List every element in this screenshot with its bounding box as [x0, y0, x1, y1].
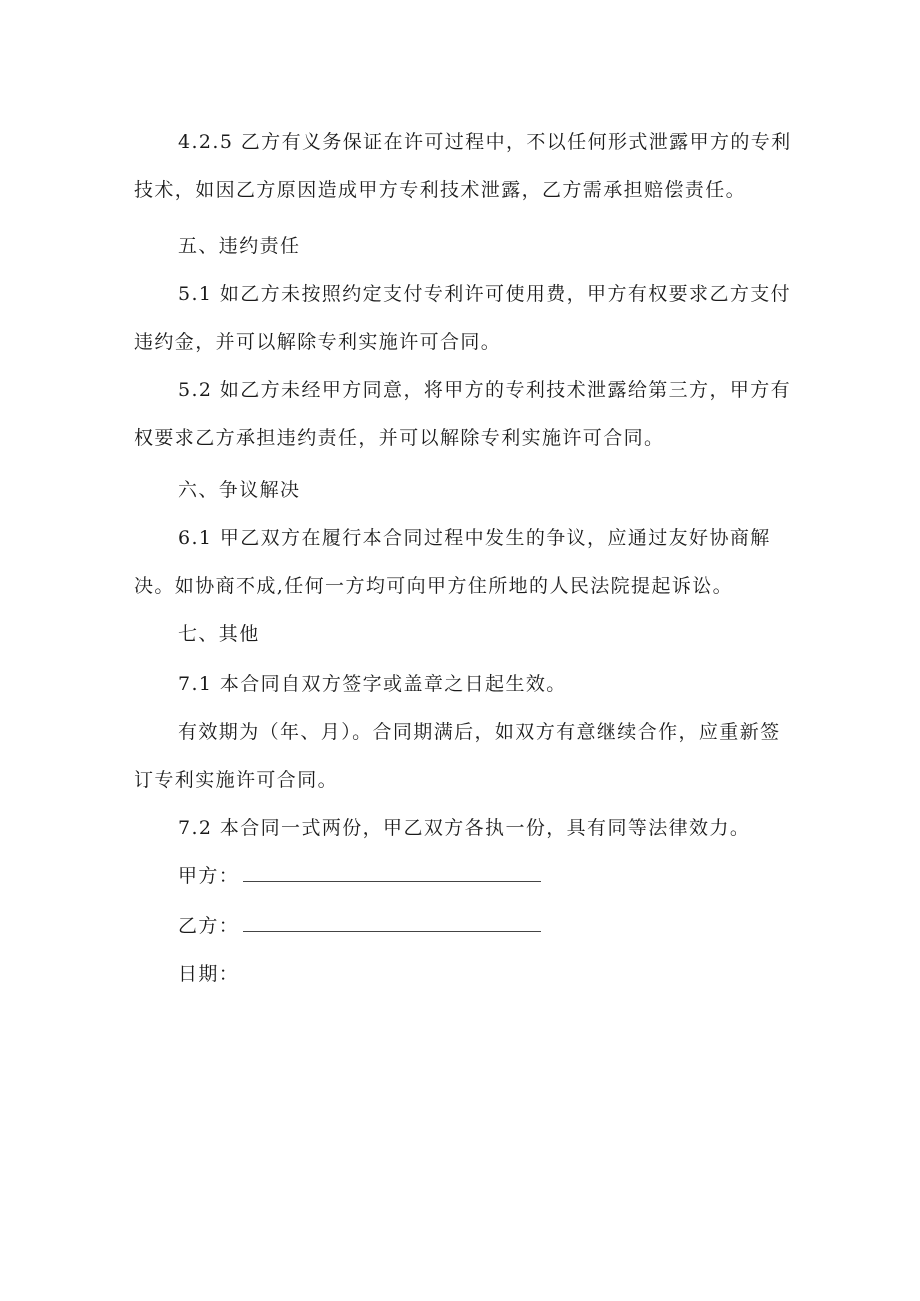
clause-4-2-5: 4.2.5 乙方有义务保证在许可过程中，不以任何形式泄露甲方的专利技术，如因乙方原因造成甲方专利技术泄露，乙方需承担赔偿责任。	[134, 131, 792, 201]
date-label: 日期：	[178, 963, 240, 985]
clause-5-2: 5.2 如乙方未经甲方同意，将甲方的专利技术泄露给第三方，甲方有权要求乙方承担违约责任，并可以解除专利实施许可合同。	[134, 379, 792, 449]
clause-7-1: 7.1 本合同自双方签字或盖章之日起生效。	[178, 673, 567, 695]
clause-6-1: 6.1 甲乙双方在履行本合同过程中发生的争议，应通过友好协商解决。如协商不成,任何一方均可向甲方住所地的人民法院提起诉讼。	[134, 527, 771, 597]
party-b-label: 乙方：	[178, 915, 240, 937]
section-heading-other: 七、其他	[178, 623, 260, 645]
section-heading-breach: 五、违约责任	[178, 235, 301, 257]
clause-7-2: 7.2 本合同一式两份，甲乙双方各执一份，具有同等法律效力。	[178, 817, 751, 839]
clause-7-1-validity: 有效期为（年、月）。合同期满后，如双方有意继续合作，应重新签订专利实施许可合同。	[134, 721, 781, 791]
party-a-label: 甲方：	[178, 865, 240, 887]
party-b-signature-line	[243, 909, 541, 932]
party-a-signature-row	[178, 852, 541, 900]
date-row	[178, 950, 239, 998]
party-b-signature-row	[178, 902, 541, 950]
party-a-signature-line	[243, 859, 541, 882]
section-heading-dispute: 六、争议解决	[178, 479, 301, 501]
clause-5-1: 5.1 如乙方未按照约定支付专利许可使用费，甲方有权要求乙方支付违约金，并可以解除专利实施许可合同。	[134, 283, 792, 353]
